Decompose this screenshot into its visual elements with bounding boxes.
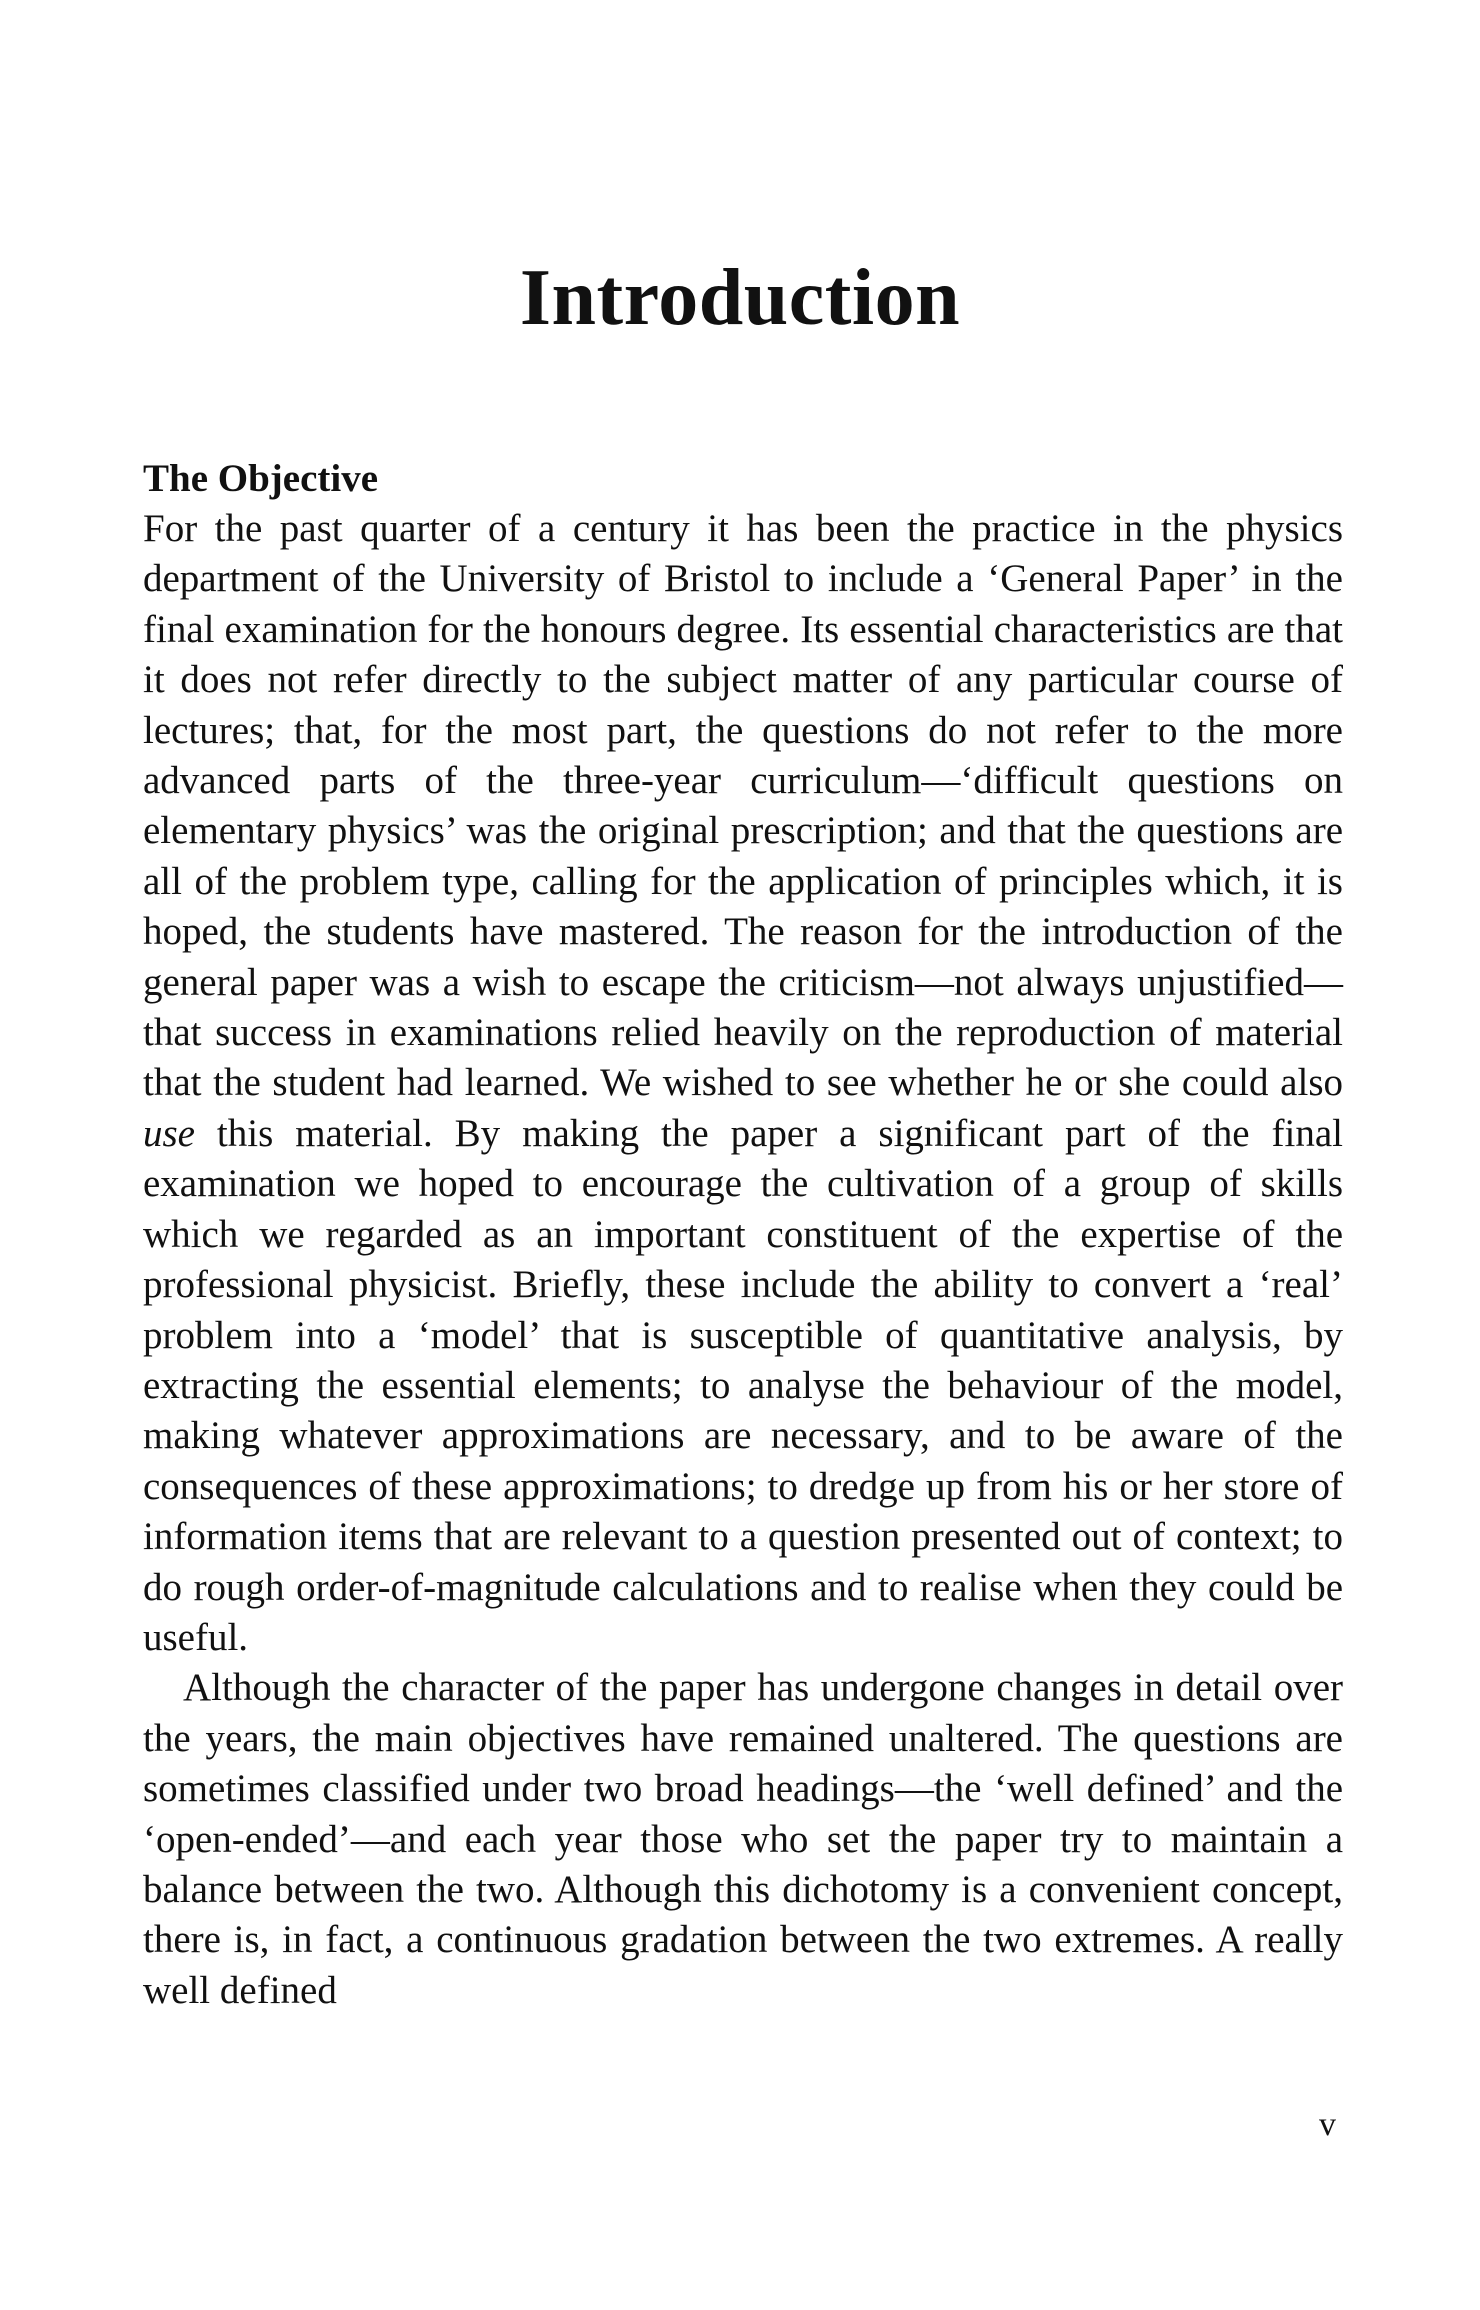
paragraph-1-text-a: For the past quarter of a century it has been the practice in the physics department of the University of Bristol to include a ‘General Paper’ in the final examination for the honours degree. Its essential characteristics are that it does not refer directly to the subject matter of any particular course of lectures; that, for the most part, the questions do not refer to the more advanced parts of the three-year curriculum—‘difficult questions on elementary physics’ was the original prescription; and that the questions are all of the problem type, calling for the application of principles which, it is hoped, the students have mastered. The reason for the introduction of the general paper was a wish to escape the criticism—not always unjustified—that success in examinations relied heavily on the reproduction of material that the student had learned. We wished to see whether he or she could also bbox=[143, 507, 1343, 1105]
paragraph-1-text-b: this material. By making the paper a significant part of the final examination we hoped to encourage the cultivation of a group of skills which we regarded as an important constituent of the expertise of the professional physicist. Briefly, these include the ability to convert a ‘real’ problem into a ‘model’ that is susceptible of quantitative analysis, by extracting the essential elements; to analyse the behaviour of the model, making whatever approximations are necessary, and to be aware of the consequences of these approximations; to dredge up from his or her store of information items that are relevant to a question presented out of context; to do rough order-of-magnitude calculations and to realise when they could be useful. bbox=[143, 1111, 1343, 1659]
emphasis-use: use bbox=[143, 1111, 195, 1155]
page-number: v bbox=[1319, 2106, 1336, 2143]
paragraph-1 bbox=[143, 504, 1343, 1663]
section-objective bbox=[143, 454, 1343, 2016]
page-title: Introduction bbox=[519, 254, 961, 342]
paragraph-2: Although the character of the paper has undergone changes in detail over the years, the main objectives have remained unaltered. The questions are sometimes classified under two broad headings—the ‘well defined’ and the ‘open-ended’—and each year those who set the paper try to maintain a balance between the two. Although this dichotomy is a convenient concept, there is, in fact, a continuous gradation between the two extremes. A really well defined bbox=[143, 1666, 1343, 2012]
section-heading: The Objective bbox=[143, 457, 379, 500]
